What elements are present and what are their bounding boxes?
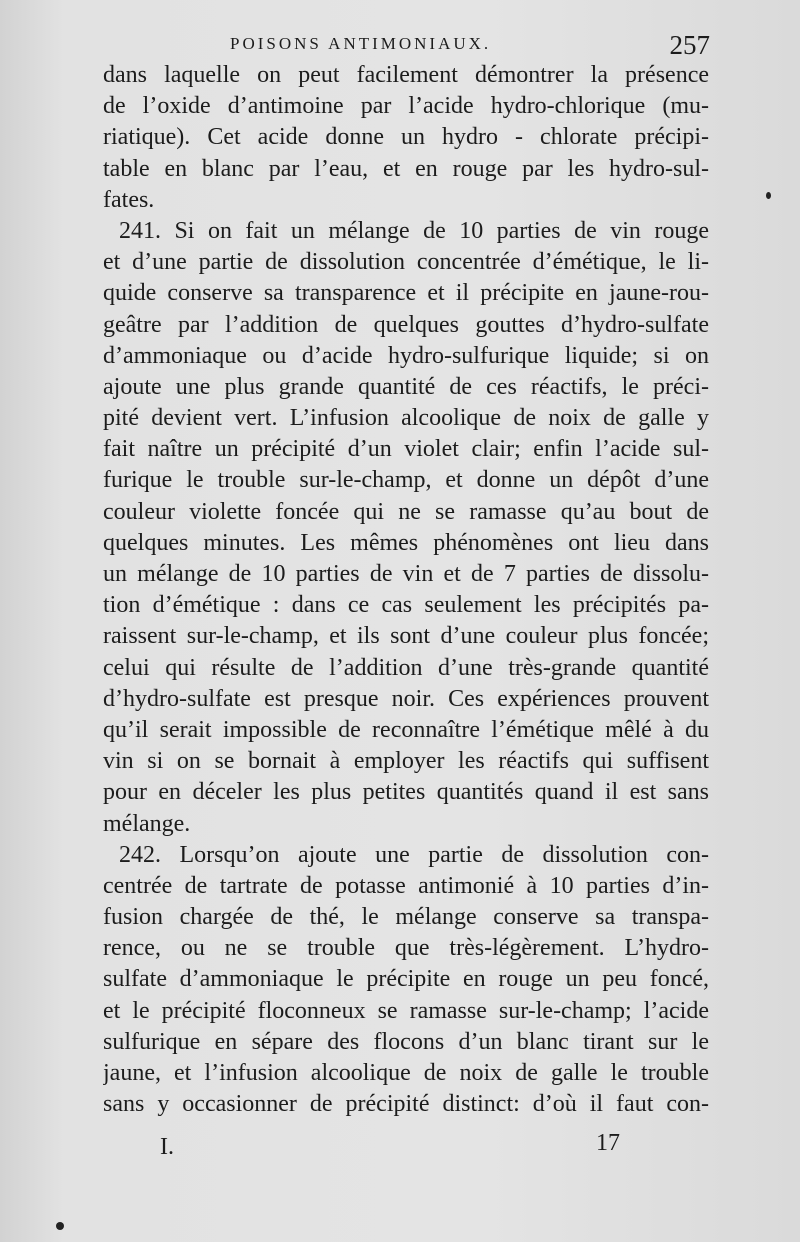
text-line: furique le trouble sur-le-champ, et donne un dépôt d’une xyxy=(103,467,709,494)
text-line: mélange. xyxy=(103,810,191,837)
text-line: quide conserve sa transparence et il précipite en jaune-rou- xyxy=(103,280,709,307)
text-line: riatique). Cet acide donne un hydro - chlorate précipi- xyxy=(103,124,709,151)
text-line: sulfurique en sépare des flocons d’un blanc tirant sur le xyxy=(103,1028,709,1055)
text-line: quelques minutes. Les mêmes phénomènes ont lieu dans xyxy=(103,529,709,556)
text-line: et le précipité floconneux se ramasse sur-le-champ; l’acide xyxy=(103,997,709,1024)
text-line: d’ammoniaque ou d’acide hydro-sulfurique liquide; si on xyxy=(103,342,709,369)
text-line: d’hydro-sulfate est presque noir. Ces expériences prouvent xyxy=(103,685,709,712)
text-line: pité devient vert. L’infusion alcoolique de noix de galle y xyxy=(103,405,709,432)
text-line: celui qui résulte de l’addition d’une très-grande quantité xyxy=(103,654,709,681)
text-line: jaune, et l’infusion alcoolique de noix de galle le trouble xyxy=(103,1060,709,1086)
signature-mark: I. xyxy=(160,1134,174,1160)
ink-speck xyxy=(766,192,771,199)
text-line: sulfate d’ammoniaque le précipite en rouge un peu foncé, xyxy=(103,966,709,993)
text-line: centrée de tartrate de potasse antimonié à 10 parties d’in- xyxy=(103,872,709,899)
text-line: fusion chargée de thé, le mélange conserve sa transpa- xyxy=(103,904,709,931)
text-line: pour en déceler les plus petites quantités quand il est sans xyxy=(103,779,709,806)
text-line: table en blanc par l’eau, et en rouge par les hydro-sul- xyxy=(103,155,709,182)
text-line: geâtre par l’addition de quelques gouttes d’hydro-sulfate xyxy=(103,311,709,338)
paragraph-start-242: 242. Lorsqu’on ajoute une partie de dissolution con- xyxy=(119,841,709,868)
paragraph-start-241: 241. Si on fait un mélange de 10 parties de vin rouge xyxy=(119,217,709,244)
text-line: fait naître un précipité d’un violet clair; enfin l’acide sul- xyxy=(103,436,709,463)
text-line: et d’une partie de dissolution concentrée d’émétique, le li- xyxy=(103,249,709,276)
text-line: ajoute une plus grande quantité de ces réactifs, le préci- xyxy=(103,373,709,400)
text-line: tion d’émétique : dans ce cas seulement les précipités pa- xyxy=(103,592,709,619)
gathering-number: 17 xyxy=(596,1130,620,1156)
text-line: couleur violette foncée qui ne se ramasse qu’au bout de xyxy=(103,498,709,525)
page-number: 257 xyxy=(669,30,710,60)
running-head xyxy=(100,30,710,60)
running-title: POISONS ANTIMONIAUX. xyxy=(230,34,492,53)
text-line: un mélange de 10 parties de vin et de 7 parties de dissolu- xyxy=(103,561,709,587)
text-line: qu’il serait impossible de reconnaître l’émétique mêlé à du xyxy=(103,716,709,743)
text-line: dans laquelle on peut facilement démontrer la présence xyxy=(103,62,709,88)
text-line: rence, ou ne se trouble que très-légèrement. L’hydro- xyxy=(103,935,709,962)
text-line: de l’oxide d’antimoine par l’acide hydro-chlorique (mu- xyxy=(103,93,709,120)
page-footer xyxy=(100,1128,640,1168)
ink-speck xyxy=(56,1222,64,1230)
text-line: raissent sur-le-champ, et ils sont d’une couleur plus foncée; xyxy=(103,623,709,650)
text-line: fates. xyxy=(103,186,155,213)
text-line: sans y occasionner de précipité distinct: d’où il faut con- xyxy=(103,1091,709,1118)
text-line: vin si on se bornait à employer les réactifs qui suffisent xyxy=(103,748,709,775)
body-text xyxy=(103,60,709,1120)
